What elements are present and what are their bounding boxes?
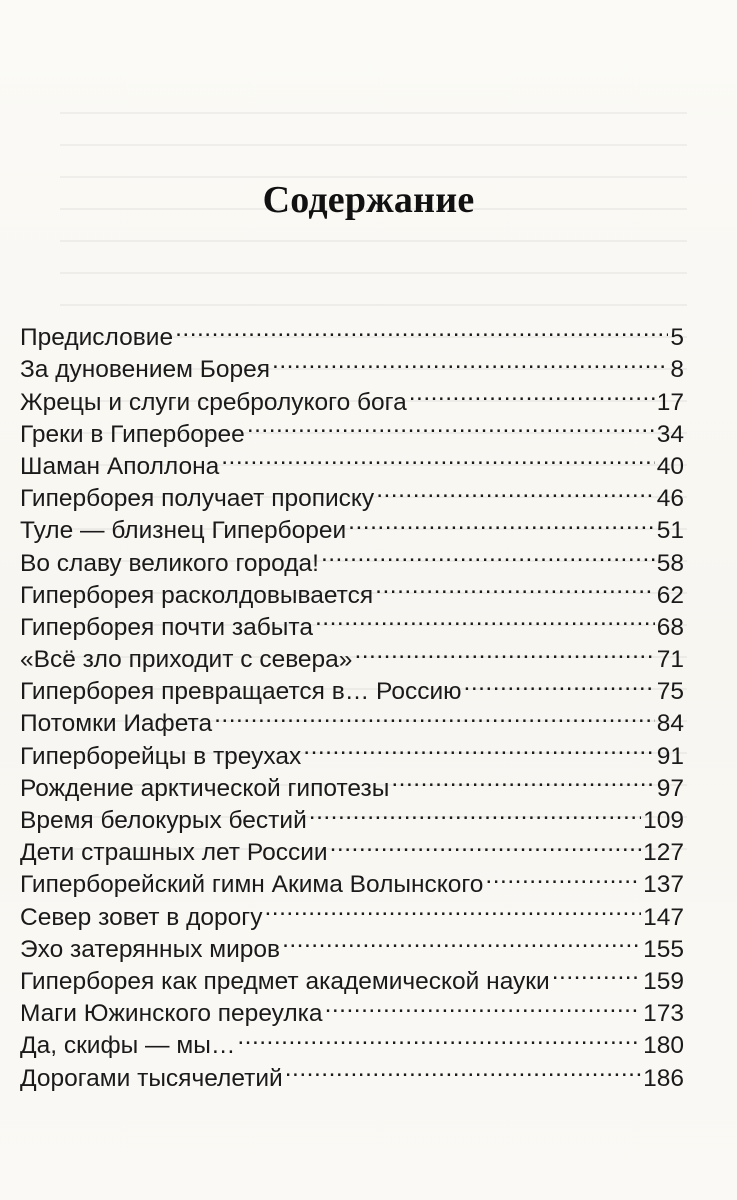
dot-leader [285, 1053, 641, 1085]
dot-leader [325, 989, 642, 1021]
toc-entry [20, 313, 684, 352]
dot-leader [375, 571, 655, 603]
toc-entry-title: Дети страшных лет России [20, 839, 328, 867]
toc-entry-page: 34 [656, 420, 684, 448]
dot-leader [348, 506, 655, 538]
toc-entry-title: Гиперборейцы в треухах [20, 742, 302, 770]
toc-entry-title: Эхо затерянных миров [20, 935, 281, 963]
toc-entry-title: Предисловие [20, 324, 174, 352]
toc-entry-title: Гиперборея почти забыта [20, 613, 313, 641]
toc-entry-title: Туле — близнец Гипербореи [20, 517, 347, 545]
dot-leader [315, 603, 655, 635]
toc-entry-page: 84 [656, 710, 684, 738]
toc-entry-title: Север зовет в дорогу [20, 903, 263, 931]
dot-leader [485, 860, 641, 892]
toc-entry-title: Потомки Иафета [20, 710, 213, 738]
toc-entry-page: 155 [643, 935, 684, 963]
page-title: Содержание [262, 179, 475, 221]
dot-leader [282, 925, 641, 957]
toc-entry-page: 159 [643, 967, 684, 995]
dot-leader [221, 442, 655, 474]
toc-entry-title: Гиперборея превращается в… Россию [20, 678, 462, 706]
toc-entry-page: 71 [656, 646, 684, 674]
toc-entry-title: Во славу великого города! [20, 549, 319, 577]
dot-leader [175, 313, 668, 345]
dot-leader [376, 474, 655, 506]
toc-entry-page: 180 [643, 1032, 684, 1060]
toc-entry-page: 97 [656, 774, 684, 802]
toc-entry-page: 68 [656, 613, 684, 641]
toc-entry-title: За дуновением Борея [20, 356, 271, 384]
toc-entry-title: Да, скифы — мы… [20, 1032, 236, 1060]
table-of-contents [20, 313, 684, 1092]
toc-entry-title: Гиперборея расколдовывается [20, 581, 374, 609]
dot-leader [409, 377, 655, 409]
dot-leader [303, 731, 654, 763]
toc-entry-page: 51 [656, 517, 684, 545]
toc-entry-title: Маги Южинского переулка [20, 1000, 323, 1028]
toc-entry-page: 173 [643, 1000, 684, 1028]
toc-entry-page: 5 [670, 324, 684, 352]
toc-entry-title: Время белокурых бестий [20, 807, 307, 834]
dot-leader [309, 796, 641, 828]
toc-entry-title: Гиперборея получает прописку [20, 485, 375, 513]
dot-leader [552, 957, 641, 989]
toc-entry-page: 62 [656, 581, 684, 609]
toc-entry-page: 109 [643, 807, 684, 834]
toc-entry-title: Рождение арктической гипотезы [20, 774, 390, 802]
toc-entry-page: 46 [656, 485, 684, 513]
toc-entry-title: Дорогами тысячелетий [20, 1064, 283, 1092]
toc-entry-title: Гиперборея как предмет академической науки [20, 967, 550, 995]
toc-entry-page: 91 [656, 742, 684, 770]
dot-leader [247, 410, 655, 442]
toc-entry-page: 127 [643, 839, 684, 867]
dot-leader [391, 764, 654, 796]
toc-entry-page: 17 [656, 388, 684, 416]
toc-entry-title: Гиперборейский гимн Акима Волынского [20, 871, 484, 899]
toc-entry-title: Греки в Гиперборее [20, 420, 245, 448]
dot-leader [464, 667, 655, 699]
dot-leader [272, 345, 668, 377]
dot-leader [264, 892, 641, 924]
dot-leader [214, 699, 655, 731]
toc-entry-page: 186 [643, 1064, 684, 1092]
toc-entry-page: 40 [656, 452, 684, 480]
toc-entry-title: «Всё зло приходит с севера» [20, 646, 353, 674]
dot-leader [330, 828, 642, 860]
dot-leader [354, 635, 654, 667]
toc-entry-title: Шаман Аполлона [20, 452, 220, 480]
toc-entry-title: Жрецы и слуги сребролукого бога [20, 388, 407, 416]
toc-entry-page: 58 [656, 549, 684, 577]
toc-entry-page: 75 [656, 678, 684, 706]
toc-entry-page: 137 [643, 871, 684, 899]
dot-leader [237, 1021, 641, 1053]
toc-entry-page: 147 [643, 903, 684, 931]
dot-leader [321, 538, 655, 570]
toc-entry-page: 8 [670, 356, 684, 384]
